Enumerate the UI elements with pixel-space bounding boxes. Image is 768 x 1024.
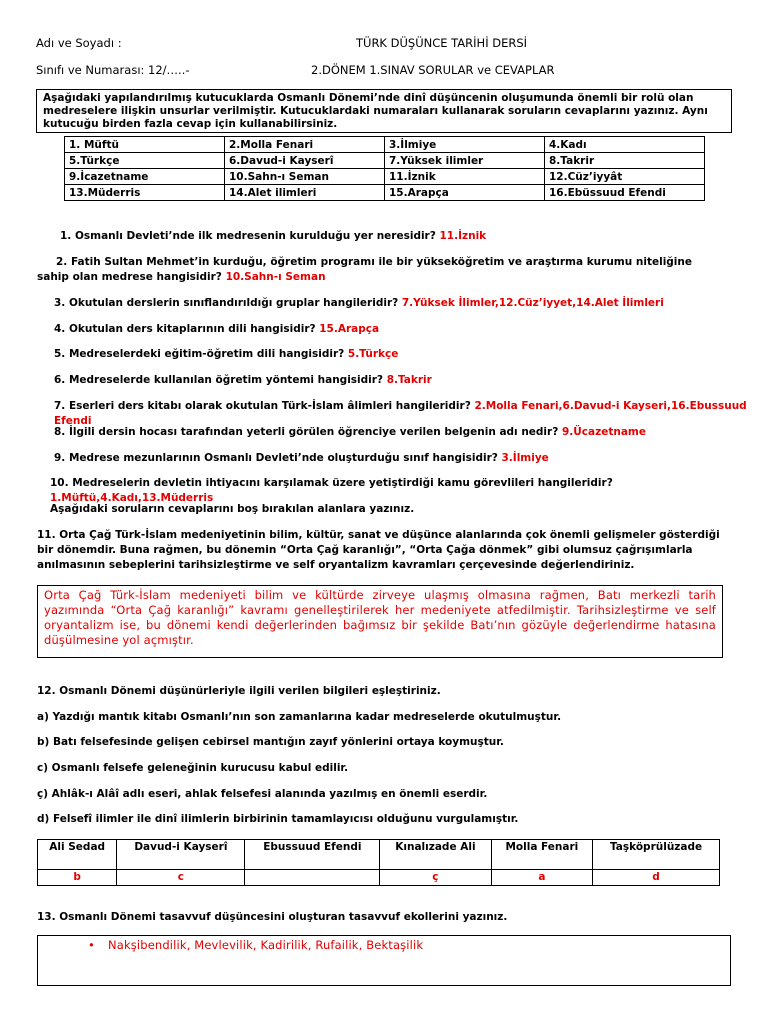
option-cell: 2.Molla Fenari <box>225 137 385 153</box>
question-text: 10. Medreselerin devletin ihtiyacını karşılamak üzere yetiştirdiği kamu görevlileri hangileridir? <box>50 477 613 489</box>
answer-text: 5.Türkçe <box>347 348 399 360</box>
question-5 <box>54 347 744 362</box>
question-6 <box>54 373 744 388</box>
option-cell: 10.Sahn-ı Seman <box>225 169 385 185</box>
option-cell: 15.Arapça <box>385 185 545 201</box>
options-row <box>65 185 705 201</box>
answer-text: 2.Molla Fenari,6.Davud-i Kayseri,16.Ebussuud Efendi <box>54 400 747 427</box>
thinker-cell: Ebussuud Efendi <box>245 840 380 870</box>
answer-text: 8.Takrir <box>386 374 432 386</box>
answer-box-13[interactable] <box>37 935 731 986</box>
matching-answers-row <box>38 870 720 886</box>
matching-names-row <box>38 840 720 870</box>
thinker-cell: Davud-i Kayserî <box>117 840 245 870</box>
question-1 <box>60 229 740 244</box>
answer-text: 7.Yüksek İlimler,12.Cüz’iyyet,14.Alet İlimleri <box>401 297 664 309</box>
option-cell: 14.Alet ilimleri <box>225 185 385 201</box>
q12-item-ç: ç) Ahlâk-ı Alâî adlı eseri, ahlak felsefesi alanında yazılmış en önemli eserdir. <box>37 788 488 800</box>
question-text: 2. Fatih Sultan Mehmet’in kurduğu, öğretim programı ile bir yükseköğretim ve araştırma kurumu niteliğine sahip olan medrese hangisidir? <box>37 256 692 283</box>
options-row <box>65 169 705 185</box>
thinker-cell: Kınalızade Ali <box>380 840 491 870</box>
answer-text-11: Orta Çağ Türk-İslam medeniyeti bilim ve kültürde zirveye ulaşmış olmasına rağmen, Batı merkezli tarih yazımında “Orta Çağ karanlığı” kavramı genelleştirilerek her medeniyete atfedilmiştir. Tarihsizleştirme ve self oryantalizm ise, bu dönemi kendi değerlerinden bağımsız bir şekilde Batı’nın gözüyle değerlendirme hatasına düşülmesine yol açmıştır. <box>44 588 716 647</box>
question-text: 9. Medrese mezunlarının Osmanlı Devleti’nde oluşturduğu sınıf hangisidir? <box>54 452 498 464</box>
option-cell: 16.Ebüssuud Efendi <box>545 185 705 201</box>
match-answer-cell[interactable]: ç <box>380 870 491 886</box>
class-label: Sınıfı ve Numarası: 12/…..- <box>36 63 190 77</box>
course-title: TÜRK DÜŞÜNCE TARİHİ DERSİ <box>356 36 528 50</box>
question-text: 1. Osmanlı Devleti’nde ilk medresenin kurulduğu yer neresidir? <box>60 230 436 242</box>
match-answer-cell[interactable] <box>245 870 380 886</box>
question-text: 4. Okutulan ders kitaplarının dili hangisidir? <box>54 323 316 335</box>
exam-title: 2.DÖNEM 1.SINAV SORULAR ve CEVAPLAR <box>311 63 555 77</box>
q12-item-d: d) Felsefî ilimler ile dinî ilimlerin birbirinin tamamlayıcısı olduğunu vurgulamıştır. <box>37 813 519 825</box>
question-text: 8. İlgili dersin hocası tarafından yeterli görülen öğrenciye verilen belgenin adı nedir? <box>54 426 559 438</box>
question-4 <box>54 322 744 337</box>
section2-instructions: Aşağıdaki soruların cevaplarını boş bırakılan alanlara yazınız. <box>50 503 415 515</box>
option-cell: 9.İcazetname <box>65 169 225 185</box>
question-2 <box>37 255 727 285</box>
question-text: 6. Medreselerde kullanılan öğretim yöntemi hangisidir? <box>54 374 384 386</box>
question-text: 7. Eserleri ders kitabı olarak okutulan Türk-İslam âlimleri hangileridir? <box>54 400 471 412</box>
options-table <box>64 136 705 201</box>
answer-text: 3.İlmiye <box>501 452 549 464</box>
options-row <box>65 137 705 153</box>
matching-table <box>37 839 720 886</box>
option-cell: 11.İznik <box>385 169 545 185</box>
instructions-box <box>36 89 732 133</box>
option-cell: 13.Müderris <box>65 185 225 201</box>
answer-text: 10.Sahn-ı Seman <box>225 271 326 283</box>
options-row <box>65 153 705 169</box>
match-answer-cell[interactable]: a <box>491 870 593 886</box>
question-text: 3. Okutulan derslerin sınıflandırıldığı gruplar hangileridir? <box>54 297 399 309</box>
q12-item-a: a) Yazdığı mantık kitabı Osmanlı’nın son zamanlarına kadar medreselerde okutulmuştur. <box>37 711 562 723</box>
q12-item-b: b) Batı felsefesinde gelişen cebirsel mantığın zayıf yönlerini ortaya koymuştur. <box>37 736 504 748</box>
answer-list-item <box>38 936 730 955</box>
question-13: 13. Osmanlı Dönemi tasavvuf düşüncesini oluşturan tasavvuf ekollerini yazınız. <box>37 911 508 923</box>
option-cell: 8.Takrir <box>545 153 705 169</box>
option-cell: 12.Cüz’iyyât <box>545 169 705 185</box>
option-cell: 6.Davud-i Kayserî <box>225 153 385 169</box>
answer-text: 15.Arapça <box>319 323 380 335</box>
answer-text: 11.İznik <box>439 230 487 242</box>
match-answer-cell[interactable]: d <box>593 870 720 886</box>
question-9 <box>54 451 744 466</box>
bullet-icon: • <box>88 938 95 952</box>
question-11: 11. Orta Çağ Türk-İslam medeniyetinin bilim, kültür, sanat ve düşünce alanlarında çok önemli gelişmeler gösterdiği bir dönemdir. Buna rağmen, bu dönemin “Orta Çağ karanlığı”, “Orta Çağa dönmek” gibi olumsuz çağrışımlarla anılmasının sebeplerini tarihsizleştirme ve self oryantalizm kavramları çerçevesinde değerlendiriniz. <box>37 529 720 571</box>
question-3 <box>54 296 744 311</box>
thinker-cell: Molla Fenari <box>491 840 593 870</box>
answer-text: 9.Ücazetname <box>561 426 646 438</box>
answer-text-13: Nakşibendilik, Mevlevilik, Kadirilik, Rufailik, Bektaşilik <box>108 938 424 952</box>
q12-item-c: c) Osmanlı felsefe geleneğinin kurucusu kabul edilir. <box>37 762 349 774</box>
answer-text: 1.Müftü,4.Kadı,13.Müderris <box>50 492 214 504</box>
name-label: Adı ve Soyadı : <box>36 36 122 50</box>
answer-box-11[interactable] <box>37 585 723 658</box>
option-cell: 1. Müftü <box>65 137 225 153</box>
question-text: 5. Medreselerdeki eğitim-öğretim dili hangisidir? <box>54 348 345 360</box>
instructions-text: Aşağıdaki yapılandırılmış kutucuklarda Osmanlı Dönemi’nde dinî düşüncenin oluşumunda önemli bir rolü olan medreselere ilişkin unsurlar verilmiştir. Kutucuklardaki numaraları kullanarak soruların cevaplarını yazınız. Aynı kutucuğu birden fazla cevap için kullanabilirsiniz. <box>43 92 708 130</box>
match-answer-cell[interactable]: c <box>117 870 245 886</box>
option-cell: 4.Kadı <box>545 137 705 153</box>
question-8 <box>54 425 744 440</box>
thinker-cell: Taşköprülüzade <box>593 840 720 870</box>
option-cell: 5.Türkçe <box>65 153 225 169</box>
match-answer-cell[interactable]: b <box>38 870 117 886</box>
option-cell: 7.Yüksek ilimler <box>385 153 545 169</box>
question-12: 12. Osmanlı Dönemi düşünürleriyle ilgili verilen bilgileri eşleştiriniz. <box>37 685 441 697</box>
option-cell: 3.İlmiye <box>385 137 545 153</box>
thinker-cell: Ali Sedad <box>38 840 117 870</box>
